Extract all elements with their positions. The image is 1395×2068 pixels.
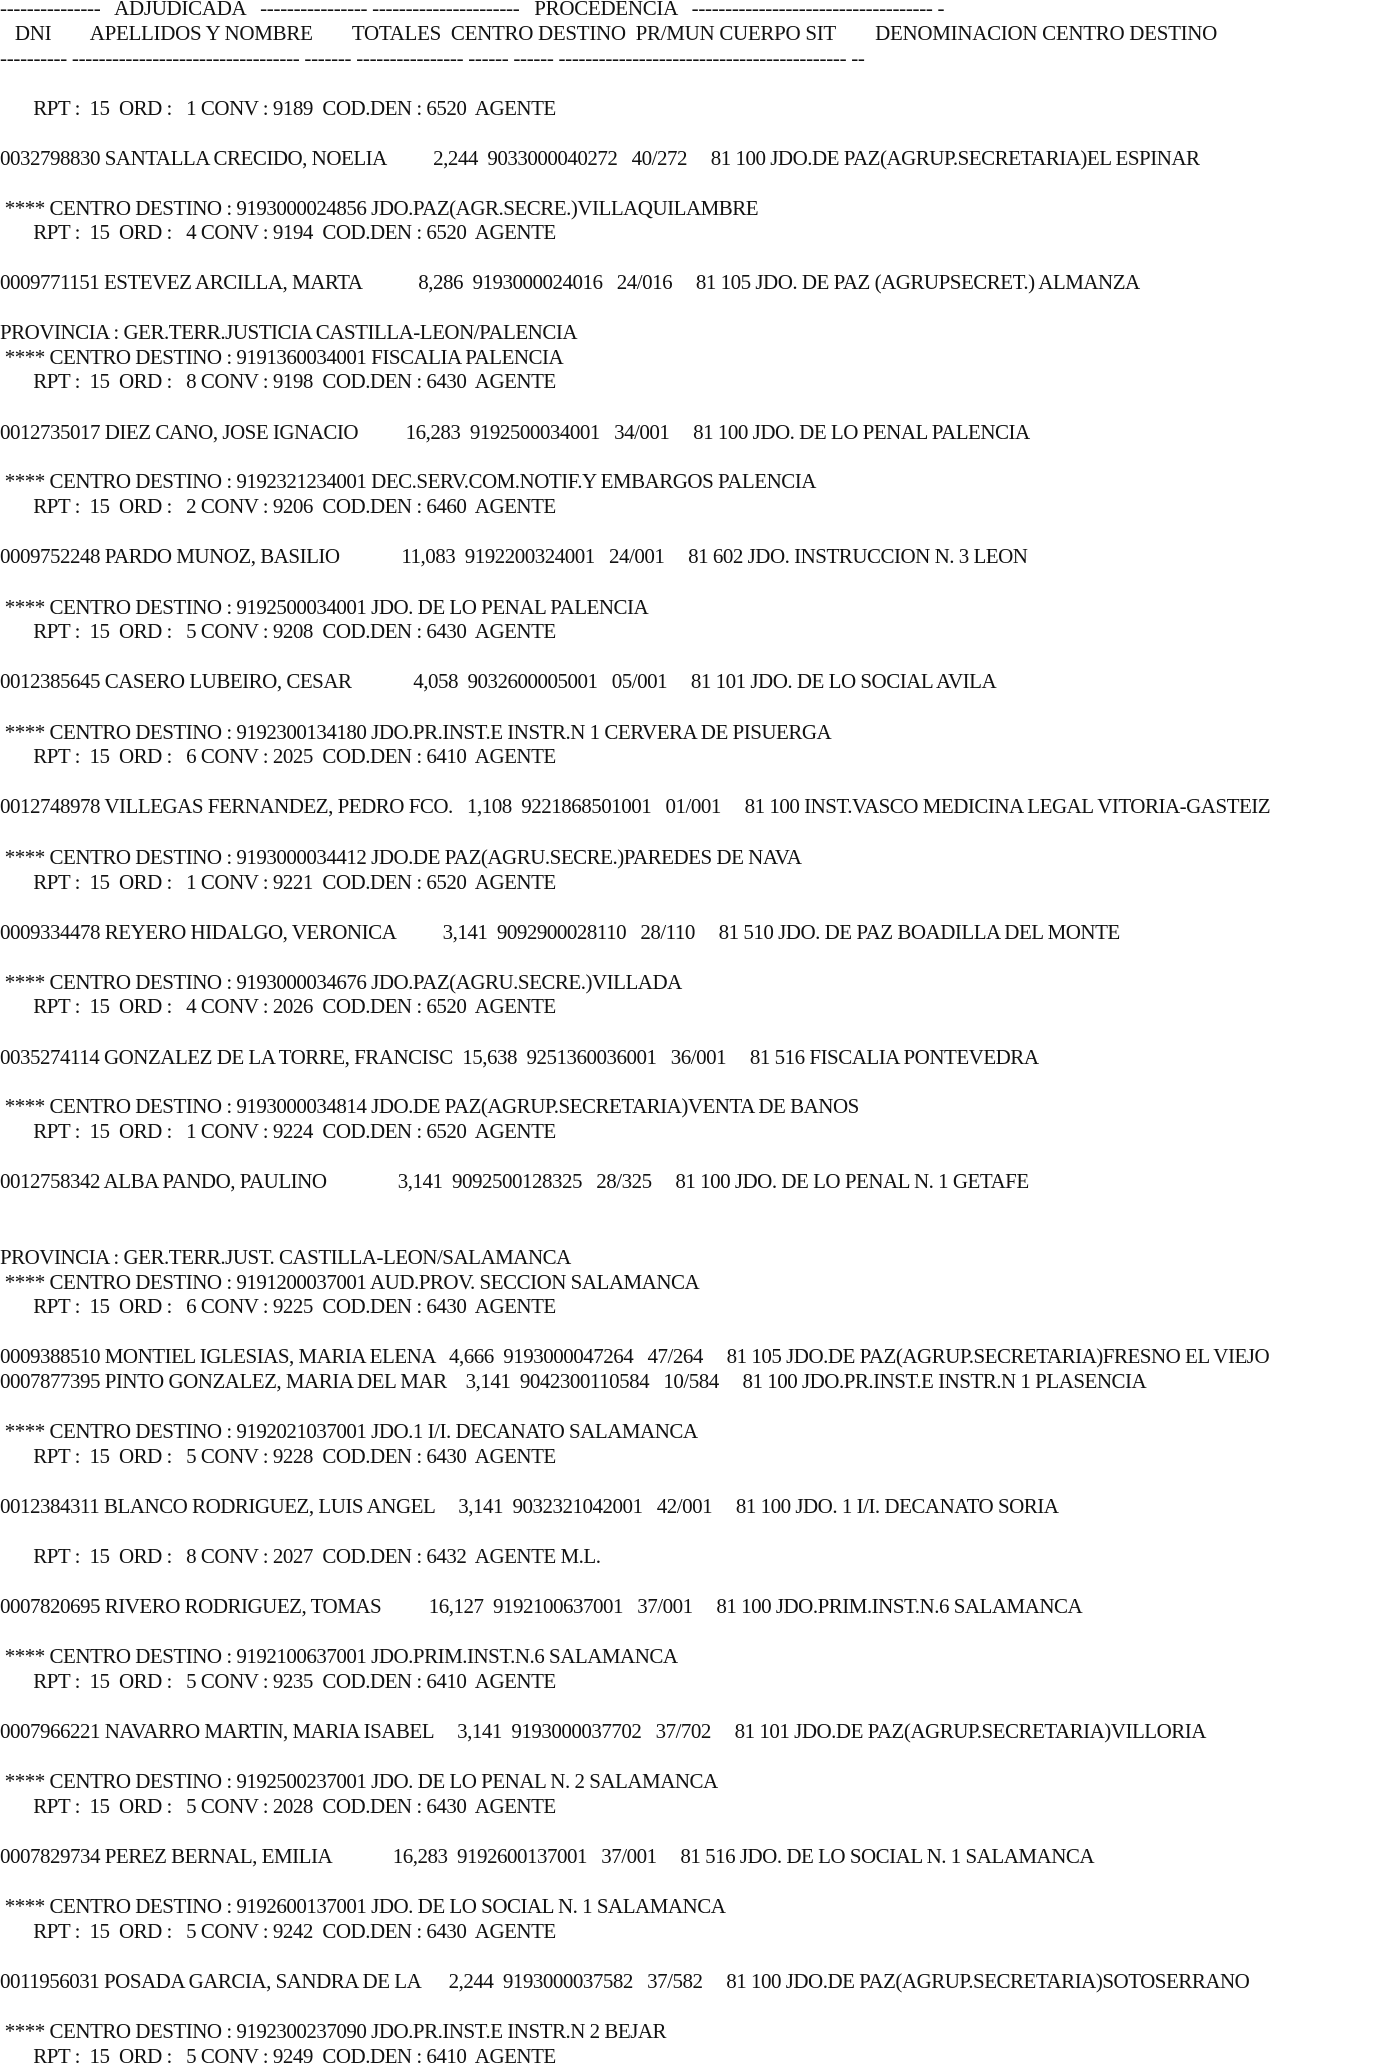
adjudication-row: 0007877395 PINTO GONZALEZ, MARIA DEL MAR 3,141 9042300110584 10/584 81 100 JDO.PR.INST.E INSTR.N 1 PLASENCIA <box>0 1369 1147 1393</box>
adjudication-row: 0032798830 SANTALLA CRECIDO, NOELIA 2,244 9033000040272 40/272 81 100 JDO.DE PAZ(AGRUP.SECRETARIA)EL ESPINAR <box>0 146 1200 170</box>
rpt-line: RPT : 15 ORD : 5 CONV : 9228 COD.DEN : 6430 AGENTE <box>0 1444 556 1468</box>
adjudication-row: 0035274114 GONZALEZ DE LA TORRE, FRANCISC 15,638 9251360036001 36/001 81 516 FISCALIA PONTEVEDRA <box>0 1045 1039 1069</box>
adjudication-row: 0009752248 PARDO MUNOZ, BASILIO 11,083 9192200324001 24/001 81 602 JDO. INSTRUCCION N. 3 LEON <box>0 544 1028 568</box>
adjudication-row: 0009334478 REYERO HIDALGO, VERONICA 3,141 9092900028110 28/110 81 510 JDO. DE PAZ BOADILLA DEL MONTE <box>0 920 1120 944</box>
centro-destino-line: **** CENTRO DESTINO : 9192500237001 JDO. DE LO PENAL N. 2 SALAMANCA <box>0 1769 718 1793</box>
centro-destino-line: **** CENTRO DESTINO : 9192021037001 JDO.1 I/I. DECANATO SALAMANCA <box>0 1419 698 1443</box>
rpt-line: RPT : 15 ORD : 1 CONV : 9189 COD.DEN : 6520 AGENTE <box>0 96 556 120</box>
adjudication-row: 0007820695 RIVERO RODRIGUEZ, TOMAS 16,127 9192100637001 37/001 81 100 JDO.PRIM.INST.N.6 SALAMANCA <box>0 1594 1083 1618</box>
adjudication-row: 0012385645 CASERO LUBEIRO, CESAR 4,058 9032600005001 05/001 81 101 JDO. DE LO SOCIAL AVILA <box>0 669 997 693</box>
rpt-line: RPT : 15 ORD : 2 CONV : 9206 COD.DEN : 6460 AGENTE <box>0 494 556 518</box>
centro-destino-line: **** CENTRO DESTINO : 9191200037001 AUD.PROV. SECCION SALAMANCA <box>0 1270 700 1294</box>
rpt-line: RPT : 15 ORD : 8 CONV : 2027 COD.DEN : 6432 AGENTE M.L. <box>0 1544 601 1568</box>
adjudication-row: 0012384311 BLANCO RODRIGUEZ, LUIS ANGEL 3,141 9032321042001 42/001 81 100 JDO. 1 I/I. DECANATO SORIA <box>0 1494 1059 1518</box>
centro-destino-line: **** CENTRO DESTINO : 9193000034412 JDO.DE PAZ(AGRU.SECRE.)PAREDES DE NAVA <box>0 845 802 869</box>
rpt-line: RPT : 15 ORD : 4 CONV : 2026 COD.DEN : 6520 AGENTE <box>0 994 556 1018</box>
centro-destino-line: **** CENTRO DESTINO : 9192500034001 JDO. DE LO PENAL PALENCIA <box>0 595 649 619</box>
centro-destino-line: **** CENTRO DESTINO : 9192300237090 JDO.PR.INST.E INSTR.N 2 BEJAR <box>0 2019 667 2043</box>
centro-destino-line: **** CENTRO DESTINO : 9192300134180 JDO.PR.INST.E INSTR.N 1 CERVERA DE PISUERGA <box>0 720 832 744</box>
header-rule-bottom: ---------- ---------------------------------- ------- ---------------- ------ ------ ------------------------------------------- -- <box>0 46 865 70</box>
rpt-line: RPT : 15 ORD : 5 CONV : 9208 COD.DEN : 6430 AGENTE <box>0 619 556 643</box>
adjudication-row: 0007966221 NAVARRO MARTIN, MARIA ISABEL 3,141 9193000037702 37/702 81 101 JDO.DE PAZ(AGRUP.SECRETARIA)VILLORIA <box>0 1719 1206 1743</box>
provincia-line: PROVINCIA : GER.TERR.JUSTICIA CASTILLA-LEON/PALENCIA <box>0 320 577 344</box>
centro-destino-line: **** CENTRO DESTINO : 9192600137001 JDO. DE LO SOCIAL N. 1 SALAMANCA <box>0 1894 726 1918</box>
rpt-line: RPT : 15 ORD : 1 CONV : 9221 COD.DEN : 6520 AGENTE <box>0 870 556 894</box>
adjudication-row: 0012748978 VILLEGAS FERNANDEZ, PEDRO FCO. 1,108 9221868501001 01/001 81 100 INST.VASCO MEDICINA LEGAL VITORIA-GASTEIZ <box>0 794 1271 818</box>
adjudication-row: 0012735017 DIEZ CANO, JOSE IGNACIO 16,283 9192500034001 34/001 81 100 JDO. DE LO PENAL PALENCIA <box>0 420 1030 444</box>
rpt-line: RPT : 15 ORD : 4 CONV : 9194 COD.DEN : 6520 AGENTE <box>0 220 556 244</box>
rpt-line: RPT : 15 ORD : 5 CONV : 2028 COD.DEN : 6430 AGENTE <box>0 1794 556 1818</box>
adjudication-row: 0012758342 ALBA PANDO, PAULINO 3,141 9092500128325 28/325 81 100 JDO. DE LO PENAL N. 1 GETAFE <box>0 1169 1029 1193</box>
rpt-line: RPT : 15 ORD : 5 CONV : 9235 COD.DEN : 6410 AGENTE <box>0 1669 556 1693</box>
centro-destino-line: **** CENTRO DESTINO : 9191360034001 FISCALIA PALENCIA <box>0 345 564 369</box>
rpt-line: RPT : 15 ORD : 1 CONV : 9224 COD.DEN : 6520 AGENTE <box>0 1119 556 1143</box>
rpt-line: RPT : 15 ORD : 6 CONV : 9225 COD.DEN : 6430 AGENTE <box>0 1294 556 1318</box>
adjudication-row: 0009388510 MONTIEL IGLESIAS, MARIA ELENA 4,666 9193000047264 47/264 81 105 JDO.DE PAZ(AGRUP.SECRETARIA)FRESNO EL VIEJO <box>0 1344 1270 1368</box>
adjudication-row: 0007829734 PEREZ BERNAL, EMILIA 16,283 9192600137001 37/001 81 516 JDO. DE LO SOCIAL N. 1 SALAMANCA <box>0 1844 1095 1868</box>
rpt-line: RPT : 15 ORD : 8 CONV : 9198 COD.DEN : 6430 AGENTE <box>0 369 556 393</box>
adjudication-row: 0011956031 POSADA GARCIA, SANDRA DE LA 2,244 9193000037582 37/582 81 100 JDO.DE PAZ(AGRUP.SECRETARIA)SOTOSERRANO <box>0 1969 1250 1993</box>
header-rule-top: --------------- ADJUDICADA ---------------- ---------------------- PROCEDENCIA ------------------------------------ - <box>0 0 945 20</box>
adjudication-row: 0009771151 ESTEVEZ ARCILLA, MARTA 8,286 9193000024016 24/016 81 105 JDO. DE PAZ (AGRUPSECRET.) ALMANZA <box>0 270 1140 294</box>
rpt-line: RPT : 15 ORD : 5 CONV : 9242 COD.DEN : 6430 AGENTE <box>0 1919 556 1943</box>
centro-destino-line: **** CENTRO DESTINO : 9192321234001 DEC.SERV.COM.NOTIF.Y EMBARGOS PALENCIA <box>0 469 816 493</box>
provincia-line: PROVINCIA : GER.TERR.JUST. CASTILLA-LEON/SALAMANCA <box>0 1245 571 1269</box>
rpt-line: RPT : 15 ORD : 5 CONV : 9249 COD.DEN : 6410 AGENTE <box>0 2044 556 2068</box>
centro-destino-line: **** CENTRO DESTINO : 9193000034676 JDO.PAZ(AGRU.SECRE.)VILLADA <box>0 970 682 994</box>
centro-destino-line: **** CENTRO DESTINO : 9192100637001 JDO.PRIM.INST.N.6 SALAMANCA <box>0 1644 678 1668</box>
centro-destino-line: **** CENTRO DESTINO : 9193000024856 JDO.PAZ(AGR.SECRE.)VILLAQUILAMBRE <box>0 196 759 220</box>
column-headers: DNI APELLIDOS Y NOMBRE TOTALES CENTRO DESTINO PR/MUN CUERPO SIT DENOMINACION CENTRO DESTINO <box>0 21 1218 45</box>
centro-destino-line: **** CENTRO DESTINO : 9193000034814 JDO.DE PAZ(AGRUP.SECRETARIA)VENTA DE BANOS <box>0 1094 859 1118</box>
rpt-line: RPT : 15 ORD : 6 CONV : 2025 COD.DEN : 6410 AGENTE <box>0 744 556 768</box>
